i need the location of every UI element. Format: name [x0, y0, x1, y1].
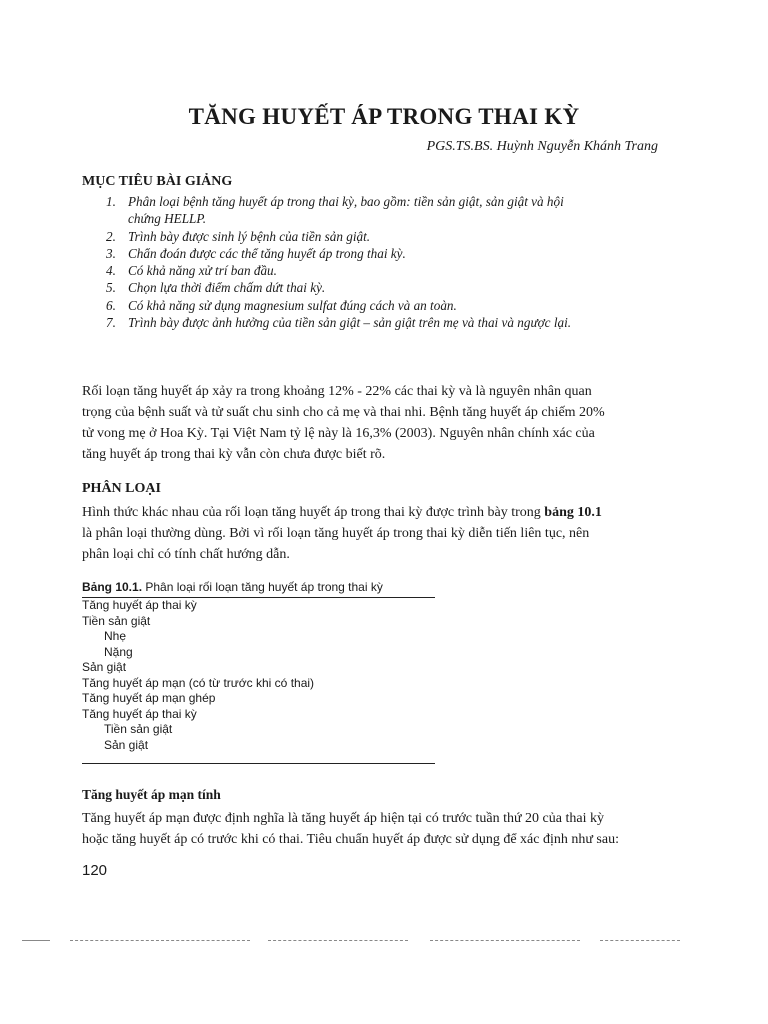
- chronic-heading: Tăng huyết áp mạn tính: [82, 787, 221, 802]
- intro-line: Rối loạn tăng huyết áp xảy ra trong khoảng 12% - 22% các thai kỳ và là nguyên nhân quan: [82, 384, 592, 399]
- chronic-line: Tăng huyết áp mạn được định nghĩa là tăng huyết áp hiện tại có trước tuần thứ 20 của thai kỳ: [82, 811, 604, 826]
- objective-text: Phân loại bệnh tăng huyết áp trong thai kỳ, bao gồm: tiền sản giật, sản giật và hội: [128, 194, 564, 209]
- objective-number: 7.: [106, 315, 116, 331]
- table-row: Tăng huyết áp mạn (có từ trước khi có thai): [82, 675, 315, 690]
- objective-item: [106, 314, 666, 331]
- objective-text: chứng HELLP.: [128, 211, 207, 227]
- scan-artifact-line: [70, 940, 250, 941]
- table-reference: bảng 10.1: [544, 505, 602, 520]
- objective-text: Có khả năng xử trí ban đầu.: [128, 263, 277, 279]
- objective-item: [106, 245, 666, 262]
- classification-text-3: phân loại chỉ có tính chất hướng dẫn.: [82, 547, 290, 562]
- table-caption-label: Bảng 10.1.: [82, 580, 143, 594]
- scan-artifact-line: [268, 940, 408, 941]
- chronic-line: hoặc tăng huyết áp có trước khi có thai. Tiêu chuẩn huyết áp được sử dụng để xác định như sau:: [82, 832, 619, 847]
- objective-text: Trình bày được ảnh hưởng của tiền sản giật – sản giật trên mẹ và thai và ngược lại.: [128, 315, 572, 331]
- objective-number: 5.: [106, 280, 116, 296]
- objective-number: 6.: [106, 297, 116, 313]
- table-row: Tăng huyết áp mạn ghép: [82, 691, 216, 705]
- objective-number: 3.: [106, 245, 116, 261]
- classification-paragraph: [82, 502, 602, 565]
- table-bottom-rule: [82, 763, 435, 764]
- scan-artifact-line: [22, 940, 50, 941]
- page-title: TĂNG HUYẾT ÁP TRONG THAI KỲ: [188, 104, 580, 129]
- table-row: Tiền sản giật: [82, 613, 151, 628]
- objective-text: Có khả năng sử dụng magnesium sulfat đúng cách và an toàn.: [128, 297, 457, 313]
- table-row: Nhẹ: [104, 629, 127, 643]
- intro-line: trọng của bệnh suất và tử suất chu sinh cho cả mẹ và thai nhi. Bệnh tăng huyết áp chiếm 20%: [82, 405, 605, 420]
- objective-number: 1.: [106, 194, 116, 209]
- chronic-paragraph: [82, 808, 619, 850]
- table-row: Nặng: [104, 644, 133, 659]
- table-row: Tăng huyết áp thai kỳ: [82, 598, 197, 612]
- scan-artifact-line: [430, 940, 580, 941]
- objective-item: [106, 262, 666, 279]
- intro-line: tử vong mẹ ở Hoa Kỳ. Tại Việt Nam tỷ lệ này là 16,3% (2003). Nguyên nhân chính xác của: [82, 426, 595, 441]
- intro-line: tăng huyết áp trong thai kỳ vẫn còn chưa được biết rõ.: [82, 447, 386, 462]
- objective-item: [106, 228, 666, 245]
- objective-number: 2.: [106, 228, 116, 244]
- objective-text: Chẩn đoán được các thể tăng huyết áp trong thai kỳ.: [128, 245, 406, 261]
- objective-item: [106, 297, 666, 314]
- page-number: 120: [82, 862, 108, 879]
- author-line: PGS.TS.BS. Huỳnh Nguyễn Khánh Trang: [426, 139, 658, 154]
- objective-text: Chọn lựa thời điểm chấm dứt thai kỳ.: [128, 280, 326, 296]
- objectives-list: [106, 193, 666, 331]
- classification-text-2: là phân loại thường dùng. Bởi vì rối loạn tăng huyết áp trong thai kỳ diễn tiến liên tục, nên: [82, 526, 590, 541]
- table-row: Sản giật: [104, 737, 149, 752]
- objective-number: 4.: [106, 263, 116, 279]
- objective-item: [106, 193, 666, 228]
- objective-text: Trình bày được sinh lý bệnh của tiền sản giật.: [128, 228, 371, 244]
- objectives-heading: MỤC TIÊU BÀI GIẢNG: [82, 174, 233, 189]
- scan-artifact-line: [600, 940, 680, 941]
- classification-table: [82, 598, 314, 753]
- classification-heading: PHÂN LOẠI: [82, 481, 161, 496]
- table-row: Tiền sản giật: [104, 722, 173, 736]
- table-caption: [82, 580, 383, 594]
- table-row: Tăng huyết áp thai kỳ: [82, 706, 197, 721]
- table-caption-text: Phân loại rối loạn tăng huyết áp trong thai kỳ: [142, 580, 383, 594]
- objective-item: [106, 279, 666, 296]
- intro-paragraph: [82, 381, 605, 465]
- table-row: Sản giật: [82, 660, 127, 674]
- classification-text-1: Hình thức khác nhau của rối loạn tăng huyết áp trong thai kỳ được trình bày trong: [82, 505, 545, 520]
